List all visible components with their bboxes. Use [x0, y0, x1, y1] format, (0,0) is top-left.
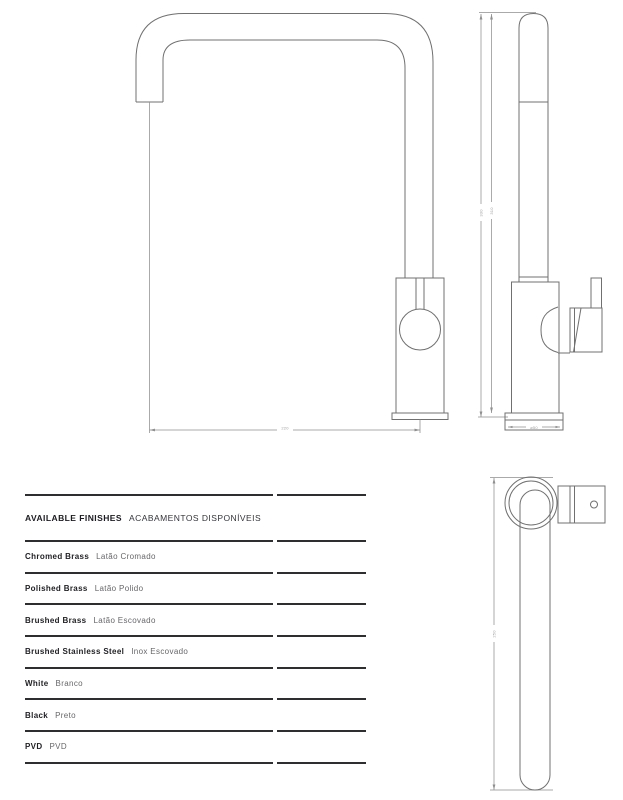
front-dim-extension-lines [150, 102, 421, 433]
finish-row-pvd [25, 732, 366, 764]
front-dim-arrow-right [415, 429, 421, 432]
front-body [396, 278, 444, 413]
top-handle-pin [591, 501, 598, 508]
top-dim-extension-lines [490, 478, 553, 791]
top-spout-tube [520, 490, 550, 790]
side-base-dim-arrow-right [556, 426, 561, 428]
finish-row-chromed-brass [25, 542, 366, 574]
side-dim-label-a: 330 [478, 209, 484, 217]
side-cartridge-dome [541, 307, 558, 353]
finishes-table-header [25, 496, 366, 542]
finish-label-en: White [25, 679, 49, 689]
side-base-dim-label: ø50 [530, 425, 538, 430]
finishes-table [25, 494, 366, 764]
finish-label-pt: Latão Cromado [96, 552, 156, 562]
finishes-header-en: AVAILABLE FINISHES [25, 513, 123, 523]
side-spout-profile [519, 14, 548, 103]
side-dim-b-arrow-top [490, 14, 493, 20]
side-spout-tube [519, 102, 548, 282]
front-dim-label: 220 [281, 425, 289, 431]
finish-label-pt: Preto [55, 710, 76, 720]
top-dim-arrow-bottom [493, 785, 496, 791]
side-base-dim-arrow-left [508, 426, 513, 428]
front-dim-arrow-left [150, 429, 156, 432]
top-dim-label: 250 [491, 630, 497, 638]
finish-label-en: PVD [25, 742, 43, 752]
side-dim-b-arrow-bottom [490, 408, 493, 414]
faucet-side-view-drawing [470, 0, 623, 445]
front-handle-knob [400, 309, 441, 350]
finish-label-pt: PVD [49, 742, 67, 752]
side-dim-extension-lines [478, 13, 536, 418]
side-dim-a-arrow-bottom [480, 412, 483, 418]
top-handle-joint-lines [570, 486, 575, 523]
finish-row-brushed-stainless-steel [25, 637, 366, 669]
top-body-inner-circle [509, 481, 553, 525]
top-body-outer-circle [505, 477, 557, 529]
finishes-header-pt: ACABAMENTOS DISPONÍVEIS [129, 513, 262, 523]
side-dim-label-b: 310 [489, 207, 494, 215]
finish-row-black [25, 700, 366, 732]
side-dim-a-arrow-top [480, 14, 483, 20]
faucet-front-view-drawing [120, 0, 460, 445]
front-spout-inner-contour [163, 40, 405, 278]
finish-label-en: Polished Brass [25, 584, 88, 594]
faucet-top-view-drawing [470, 460, 623, 800]
finish-label-pt: Latão Polido [94, 584, 144, 594]
finish-label-pt: Inox Escovado [131, 647, 189, 657]
finish-row-brushed-brass [25, 605, 366, 637]
finish-label-pt: Branco [55, 679, 83, 689]
front-handle-slot [416, 278, 424, 309]
finish-label-en: Black [25, 710, 49, 720]
finish-label-en: Brushed Brass [25, 615, 87, 625]
front-spout-outer-contour [136, 14, 433, 279]
front-base-flange [392, 413, 448, 420]
finish-row-white [25, 669, 366, 701]
side-body [512, 282, 560, 413]
side-handle-stem [591, 278, 602, 308]
top-dim-arrow-top [493, 478, 496, 484]
finish-label-en: Brushed Stainless Steel [25, 647, 125, 657]
finish-row-polished-brass [25, 574, 366, 606]
finish-label-en: Chromed Brass [25, 552, 90, 562]
finish-label-pt: Latão Escovado [93, 615, 156, 625]
